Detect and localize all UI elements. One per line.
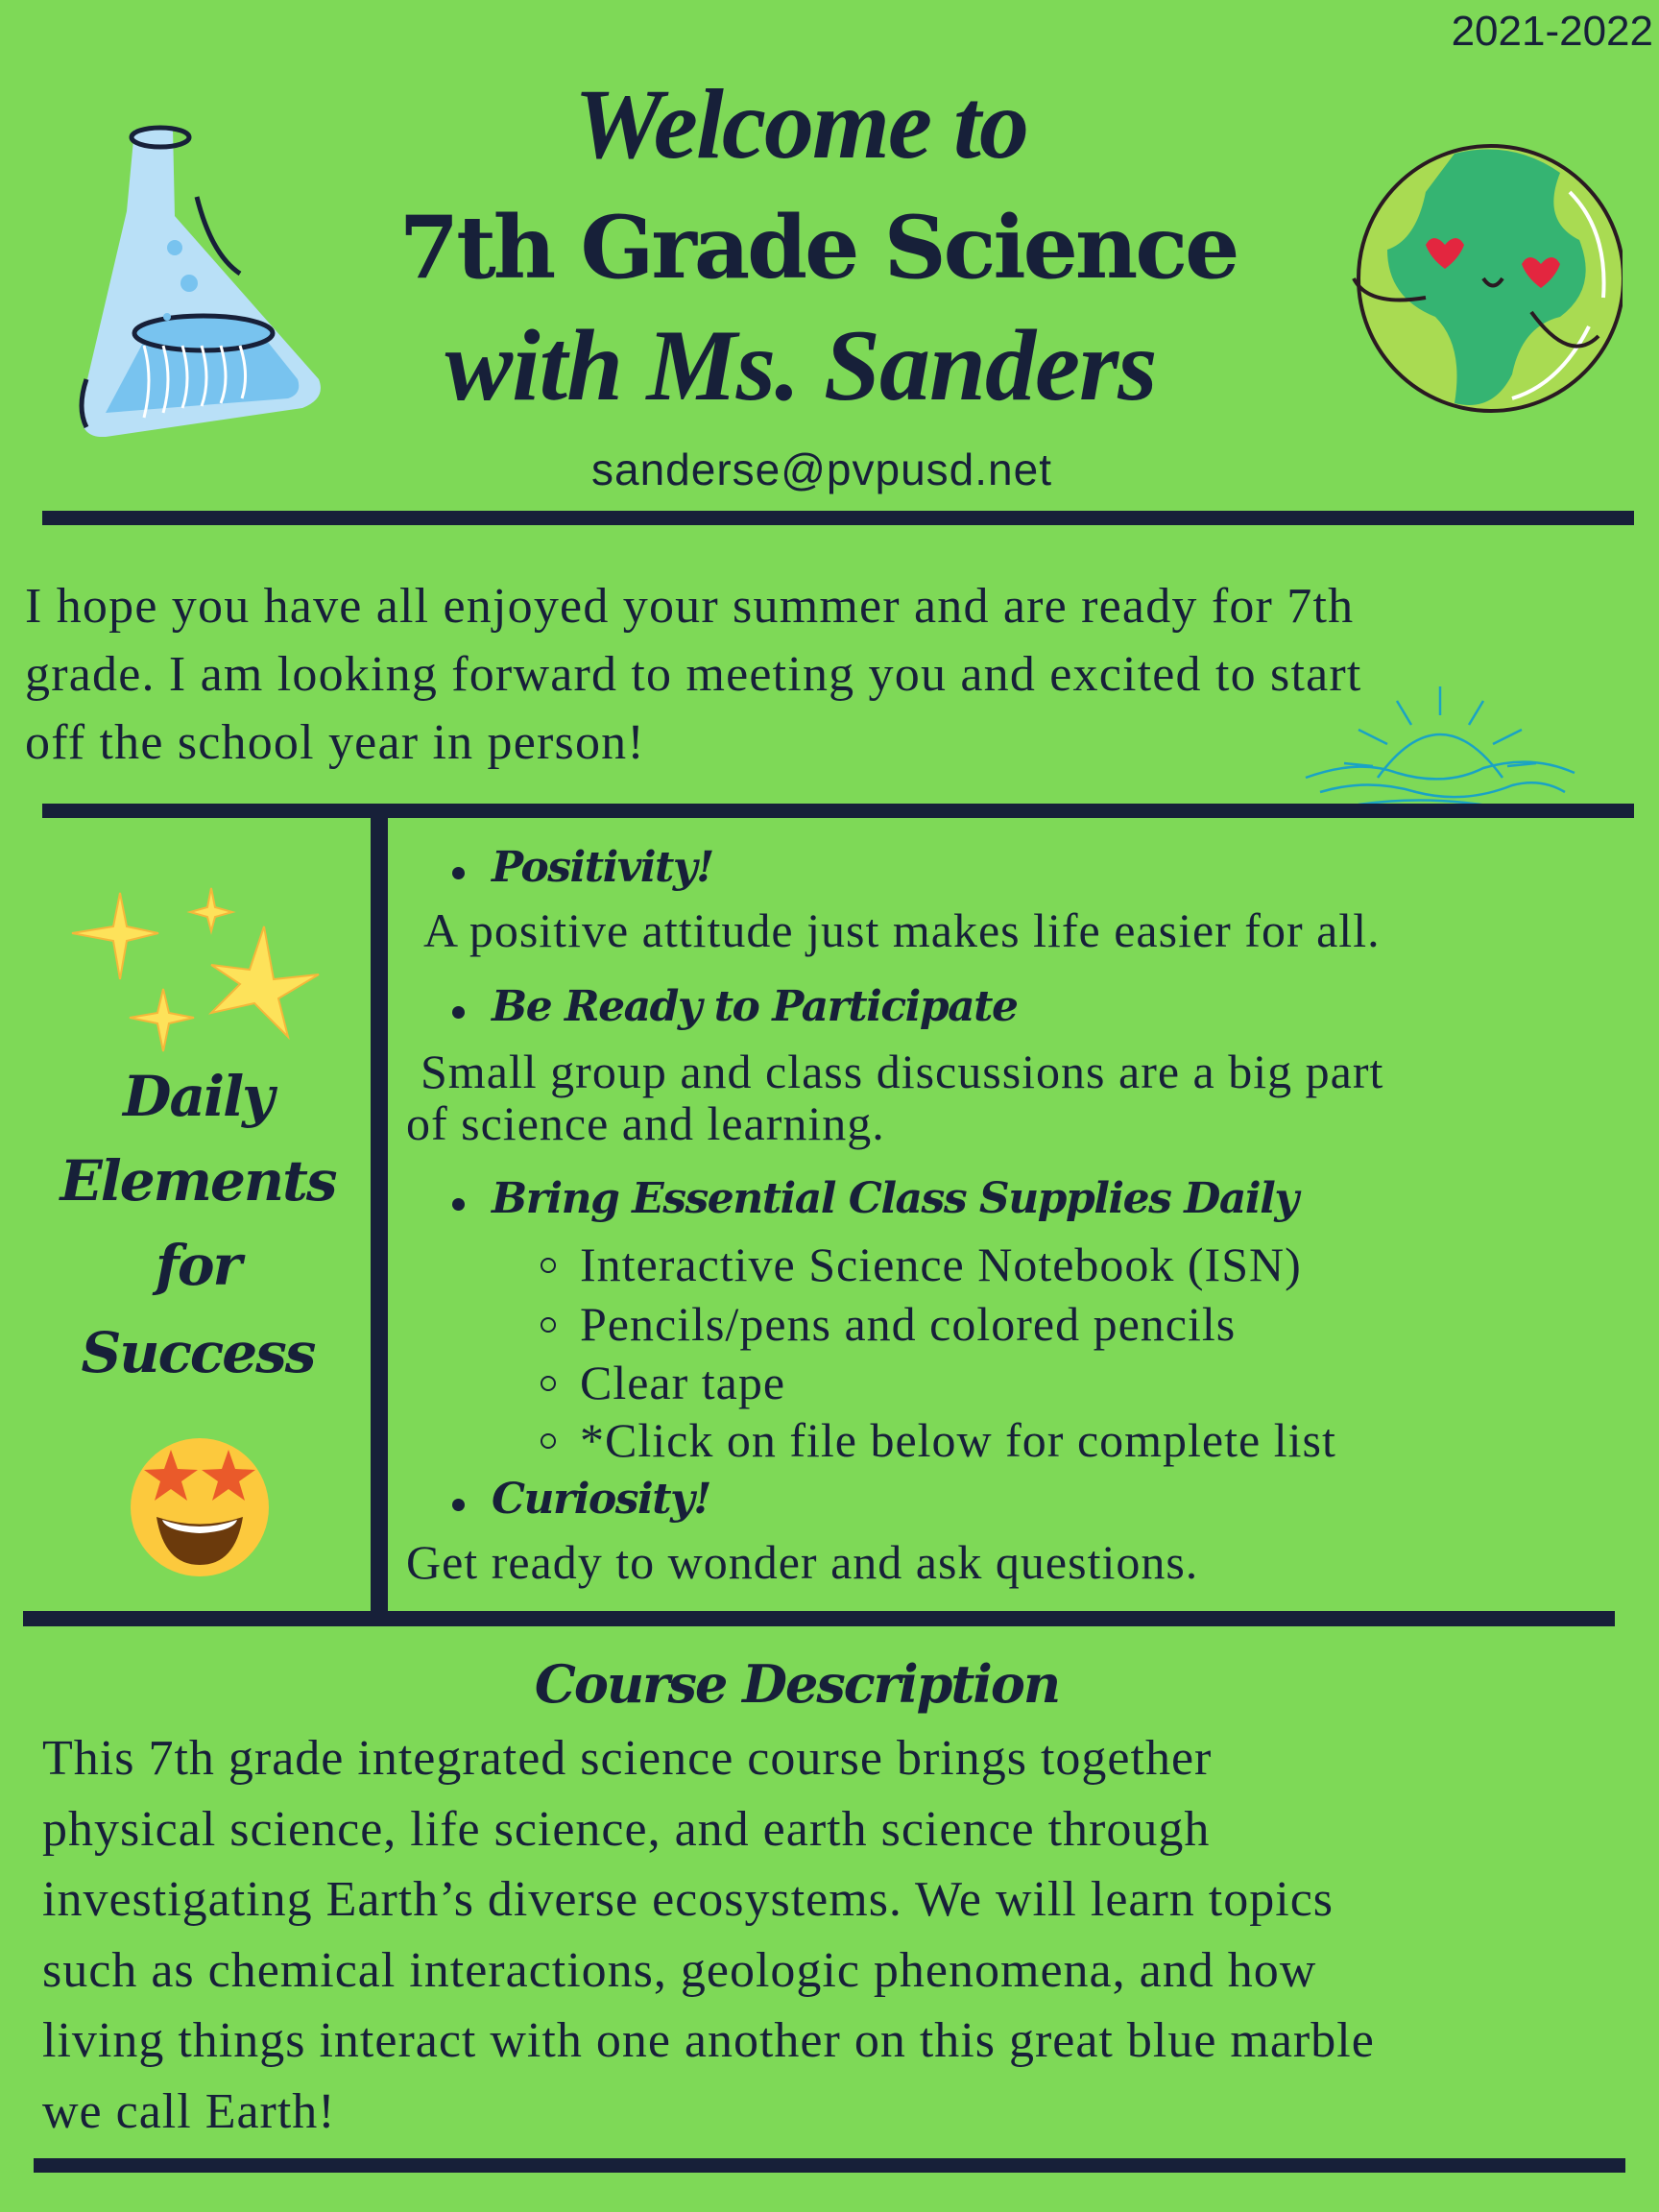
- divider: [34, 2158, 1625, 2173]
- sun-icon: [1301, 672, 1579, 811]
- item-heading: Curiosity!: [492, 1475, 710, 1524]
- description-line: physical science, life science, and earth science through: [42, 1801, 1211, 1857]
- stars-icon: [67, 883, 326, 1066]
- item-heading: Bring Essential Class Supplies Daily: [492, 1174, 1298, 1223]
- sub-bullet: [541, 1376, 556, 1391]
- supply-item: Clear tape: [580, 1356, 786, 1409]
- item-text: Small group and class discussions are a big part: [421, 1045, 1384, 1098]
- bullet: [452, 1198, 465, 1211]
- description-line: such as chemical interactions, geologic phenomena, and how: [42, 1942, 1317, 1998]
- intro-line: off the school year in person!: [25, 715, 645, 770]
- sub-bullet: [541, 1317, 556, 1333]
- item-text: of science and learning.: [406, 1096, 885, 1150]
- item-heading: Be Ready to Participate: [492, 982, 1018, 1031]
- teacher-name: with Ms. Sanders: [445, 309, 1157, 421]
- school-year: 2021-2022: [1451, 8, 1653, 55]
- description-line: living things interact with one another on this great blue marble: [42, 2013, 1375, 2068]
- description-line: we call Earth!: [42, 2083, 336, 2139]
- sub-bullet: [541, 1433, 556, 1449]
- intro-paragraph: [25, 572, 1362, 777]
- description-line: This 7th grade integrated science course brings together: [42, 1731, 1213, 1786]
- bullet: [452, 867, 465, 879]
- supply-item: Interactive Science Notebook (ISN): [580, 1238, 1302, 1291]
- item-text: A positive attitude just makes life easier for all.: [423, 903, 1381, 957]
- daily-title-line: for: [155, 1233, 241, 1298]
- item-text: Get ready to wonder and ask questions.: [406, 1535, 1199, 1589]
- page-title: 7th Grade Science: [398, 197, 1238, 299]
- item-heading: Positivity!: [492, 843, 713, 892]
- column-divider: [371, 818, 388, 1613]
- daily-title-line: Success: [81, 1320, 315, 1385]
- course-description-title: Course Description: [534, 1653, 1060, 1715]
- sub-bullet: [541, 1258, 556, 1273]
- description-line: investigating Earth’s diverse ecosystems. We will learn topics: [42, 1872, 1334, 1927]
- supply-item: Pencils/pens and colored pencils: [580, 1297, 1237, 1351]
- daily-title-line: Elements: [60, 1148, 336, 1214]
- intro-line: grade. I am looking forward to meeting you and excited to start: [25, 647, 1362, 702]
- bullet: [452, 1499, 465, 1511]
- divider: [23, 1611, 1615, 1626]
- supply-list-link[interactable]: *Click on file below for complete list: [580, 1413, 1336, 1467]
- daily-title-line: Daily: [123, 1064, 273, 1129]
- welcome-heading: Welcome to: [574, 69, 1027, 180]
- divider: [42, 804, 1634, 818]
- star-eyes-emoji-icon: [128, 1435, 272, 1579]
- teacher-email[interactable]: sanderse@pvpusd.net: [591, 445, 1052, 494]
- divider: [42, 511, 1634, 525]
- course-description: [42, 1723, 1375, 2147]
- intro-line: I hope you have all enjoyed your summer and are ready for 7th: [25, 579, 1355, 634]
- bullet: [452, 1006, 465, 1019]
